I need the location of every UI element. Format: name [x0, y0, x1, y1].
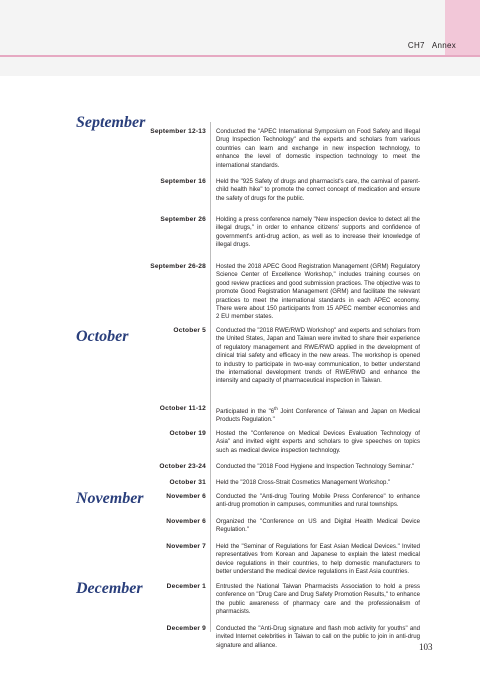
entry-description: Organized the "Conference on US and Digital Health Medical Device Regulation.": [216, 518, 420, 534]
chapter-header: [408, 41, 456, 50]
entry-date: October 19: [169, 430, 206, 437]
entry-description: [216, 405, 420, 425]
entry-description: Hosted the "Conference on Medical Devices Evaluation Technology of Asia" and invited eight experts and scholars to give speeches on topics such as medical device inspection technology.: [216, 430, 420, 454]
entry-description: Conducted the "2018 RWE/RWD Workshop" and experts and scholars from the United States, Japan and Taiwan were invited to share their experience of regulatory management and RWE/RWD applied in the development of clinical trial safety and efficacy in the new areas. The workshop is opened to industry to participate in two-way communication, to better understand the international development trends of RWE/RWD and enhance the intensity and capacity of pharmaceutical inspection in Taiwan.: [216, 327, 420, 385]
entry-description: Conducted the "Anti-Drug signature and flash mob activity for youths" and invited Internet celebrities in Taiwan to call on the public to join in anti-drug signature and alliance.: [216, 625, 420, 649]
entry-date: October 5: [173, 327, 206, 334]
month-september: September: [76, 114, 146, 131]
entry-description: Held the "925 Safety of drugs and pharmacist's care, the carnival of parent-child health hike" to promote the correct concept of medication and ensure the safety of drugs for the public.: [216, 178, 420, 202]
entry-text-start: Participated in the "6: [216, 408, 275, 416]
entry-date: November 7: [166, 543, 206, 550]
entry-description: Entrusted the National Taiwan Pharmacists Association to hold a press conference on "Drug Care and Drug Safety Promotion Results," to enhance the public awareness of pharmacy care and the professionalism of pharmacists.: [216, 583, 420, 616]
ordinal-suffix: th: [274, 406, 278, 411]
header-rule: [0, 55, 480, 57]
entry-date: September 12-13: [150, 128, 206, 135]
entry-text-end: Joint Conference of Taiwan and Japan on Medical Products Regulation.": [216, 408, 420, 424]
entry-date: November 6: [166, 518, 206, 525]
entry-description: Conducted the "Anti-drug Touring Mobile Press Conference" to enhance anti-drug promotion in campuses, communities and rural townships.: [216, 493, 420, 509]
page-number: 103: [419, 642, 433, 652]
entry-date: December 1: [166, 583, 206, 590]
chapter-label: CH7: [407, 41, 425, 50]
entry-description: Conducted the "2018 Food Hygiene and Inspection Technology Seminar.": [216, 463, 415, 470]
month-october: October: [76, 328, 129, 345]
month-december: December: [76, 580, 143, 597]
entry-description: Hosted the 2018 APEC Good Registration Management (GRM) Regulatory Science Center of Excellence Workshop," includes training courses on good review practices and good submission practices. The objective was to promote Good Registration Management (GRM) and facilitate the relevant practices to meet the international standards in each APEC economy. There were about 150 participants from 15 APEC member economies and 2 EU member states.: [216, 263, 420, 321]
header-band: [0, 0, 480, 76]
entry-description: Conducted the "APEC International Symposium on Food Safety and Illegal Drug Inspection Technology" and the experts and scholars from various countries can learn and exchange in new inspection technology, to enhance the level of domestic inspection technology to meet the international standards.: [216, 128, 420, 169]
month-november: November: [76, 490, 144, 507]
entry-description: Held the "Seminar of Regulations for East Asian Medical Devices." Invited representatives from Korean and Japanese to explain the latest medical device regulations in their countries, to help domestic manufacturers to better understand the medical device regulations in East Asia countries.: [216, 543, 420, 576]
entry-date: September 26: [160, 216, 206, 223]
entry-date: November 6: [166, 493, 206, 500]
timeline-divider: [210, 122, 211, 632]
entry-description: Held the "2018 Cross-Strait Cosmetics Management Workshop.": [216, 479, 391, 486]
entry-date: October 31: [169, 479, 206, 486]
entry-date: October 23-24: [159, 463, 206, 470]
entry-date: September 16: [160, 178, 206, 185]
section-label: Annex: [431, 41, 456, 50]
entry-date: September 26-28: [150, 263, 206, 270]
entry-description: Holding a press conference namely "New inspection device to detect all the illegal drugs," in order to enhance citizens' supports and confidence of government's anti-drug action, as well as to increase their knowledge of illegal drugs.: [216, 216, 420, 249]
entry-date: December 9: [166, 625, 206, 632]
entry-date: October 11-12: [159, 405, 206, 412]
